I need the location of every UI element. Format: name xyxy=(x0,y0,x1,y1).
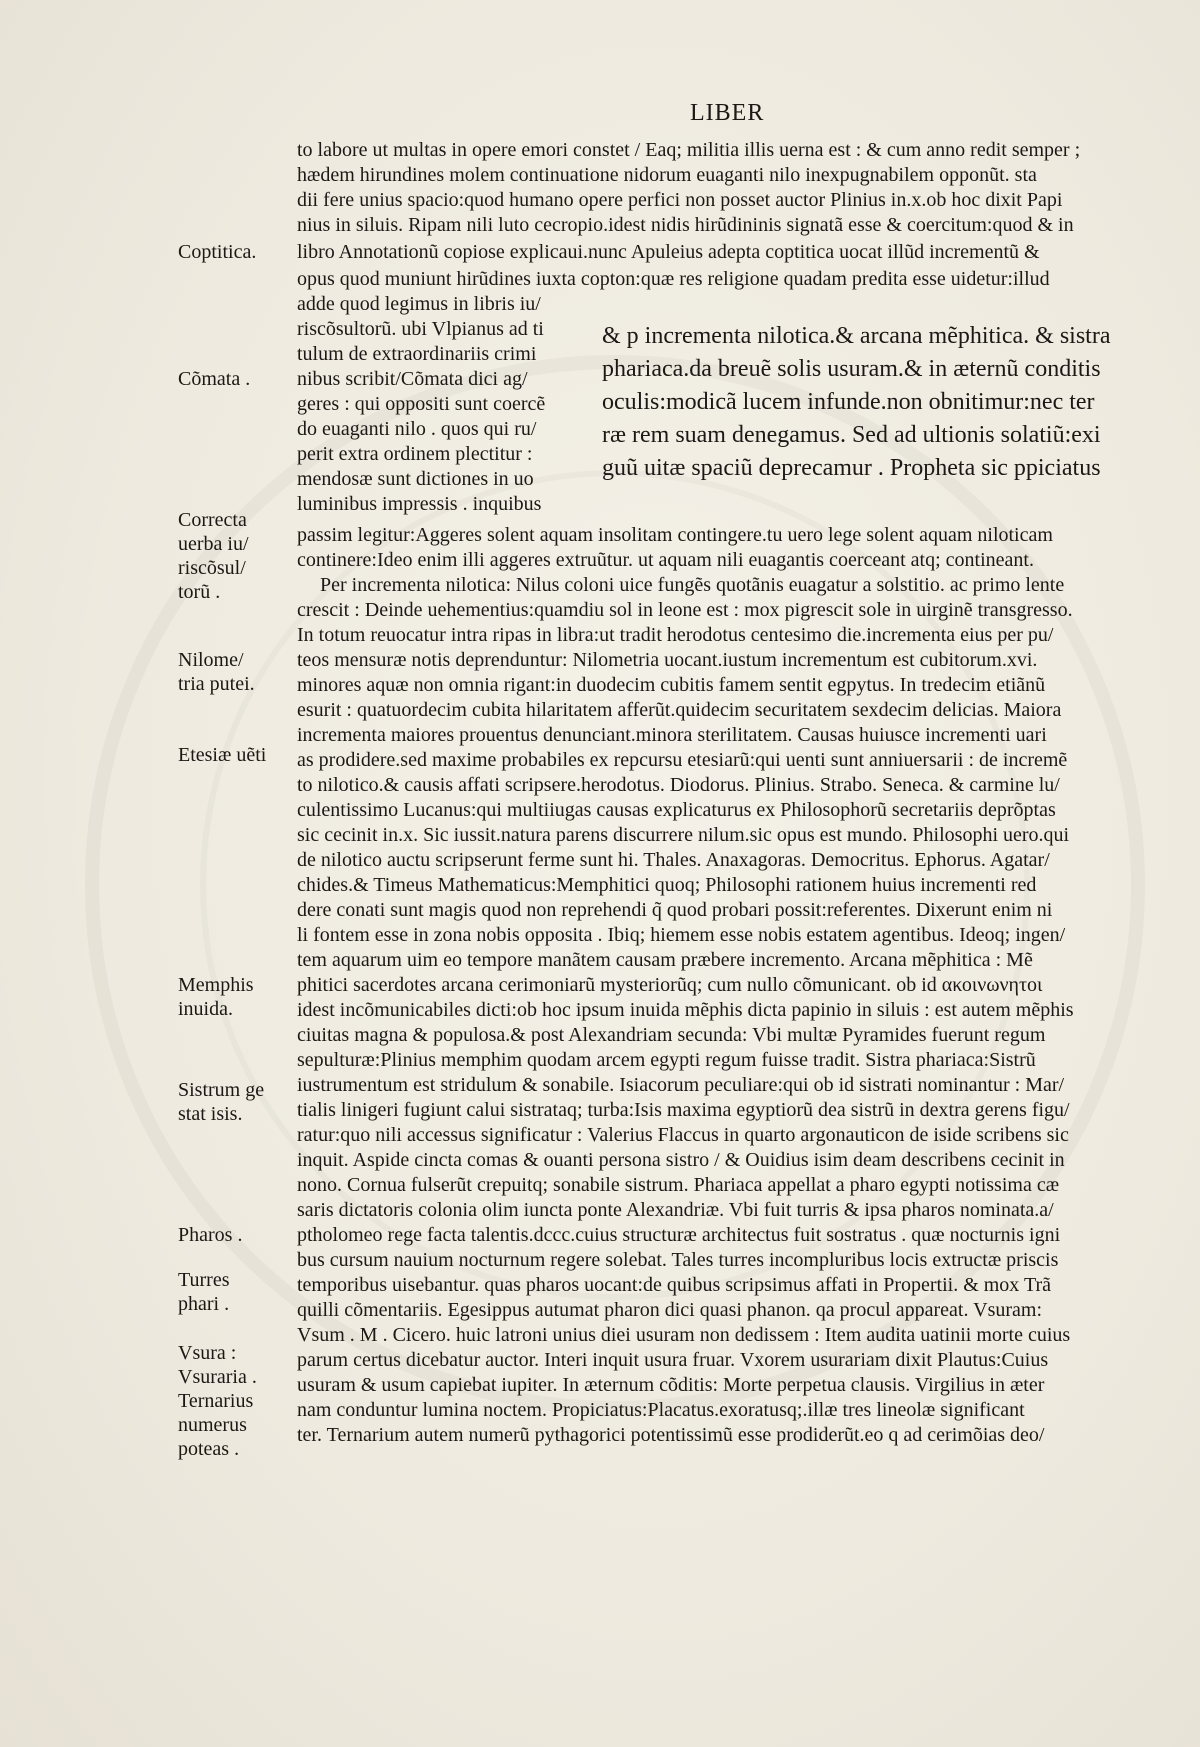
text-line: nono. Cornua fulserũt crepuitq; sonabile sistrum. Phariaca appellat a pharo egypti notissima cæ xyxy=(297,1174,1060,1196)
text-line: perit extra ordinem plectitur : xyxy=(297,443,533,465)
margin-note-line: riscõsul/ xyxy=(178,557,246,579)
text-line: nam conduntur lumina noctem. Propiciatus:Placatus.exoratusq;.illæ tres lineolæ significant xyxy=(297,1399,1025,1421)
margin-note-line: Vsuraria . xyxy=(178,1366,257,1388)
margin-note-line: Pharos . xyxy=(178,1224,243,1246)
text-line: opus quod muniunt hirũdines iuxta copton:quæ res religione quadam predita esse uidetur:illud xyxy=(297,268,1050,290)
text-line: continere:Ideo enim illi aggeres extruũtur. ut aquam nili euagantis coerceant atq; contineant. xyxy=(297,549,1034,571)
text-line: ptholomeo rege facta talentis.dccc.cuius structuræ architectus fuit sostratus . quæ nocturnis igni xyxy=(297,1224,1061,1246)
text-line: ratur:quo nili accessus significatur : Valerius Flaccus in quarto argonauticon de iside scribens sic xyxy=(297,1124,1069,1146)
text-line: phitici sacerdotes arcana cerimoniarũ mysteriorũq; cum nullo cõmunicant. ob id ακοινωνητοι xyxy=(297,974,1043,996)
text-line: temporibus uisebantur. quas pharos uocant:de quibus scripsimus affati in Propertii. & mox Trã xyxy=(297,1274,1051,1296)
text-line: tialis linigeri fugiunt calui sistrataq; turba:Isis maxima egyptiorũ dea sistrũ in dextra gerens figu/ xyxy=(297,1099,1070,1121)
text-line: usuram & usum capiebat iupiter. In æternum cõditis: Morte perpetua clausis. Virgilius in æter xyxy=(297,1374,1045,1396)
margin-note xyxy=(178,508,290,604)
quote-line: guũ uitæ spaciũ deprecamur . Propheta sic ppiciatus xyxy=(602,455,1101,481)
quote-line: phariaca.da breuẽ solis usuram.& in æternũ conditis xyxy=(602,356,1101,382)
margin-note xyxy=(178,367,290,391)
text-line: passim legitur:Aggeres solent aquam insolitam contingere.tu uero lege solent aquam niloticam xyxy=(297,524,1053,546)
margin-note-line: Memphis xyxy=(178,974,254,996)
text-line: iustrumentum est stridulum & sonabile. Isiacorum peculiare:qui ob id sistrati nominantur : Mar/ xyxy=(297,1074,1065,1096)
text-line: quilli cõmentariis. Egesippus autumat pharon dici quasi phanon. qa procul appareat. Vsuram: xyxy=(297,1299,1042,1321)
text-line: Per incrementa nilotica: Nilus coloni uice fungẽs quotãnis euagatur a solstitio. ac primo lente xyxy=(320,574,1065,596)
margin-note-line: Etesiæ uẽti xyxy=(178,744,267,766)
margin-note-line: phari . xyxy=(178,1293,230,1315)
text-line: In totum reuocatur intra ripas in libra:ut tradit herodotus centesimo die.incrementa eius per pu/ xyxy=(297,624,1054,646)
running-title: LIBER xyxy=(690,100,765,126)
text-line: esurit : quatuordecim cubita hilaritatem afferũt.quidecim securitatem sexdecim delicias. Maiora xyxy=(297,699,1062,721)
text-line: mendosæ sunt dictiones in uo xyxy=(297,468,534,490)
margin-note-line: Ternarius xyxy=(178,1390,254,1412)
text-line: minores aquæ non omnia rigant:in duodecim cubitis famem sentit egpytus. In tredecim etiãnũ xyxy=(297,674,1046,696)
margin-note-line: numerus xyxy=(178,1414,247,1436)
text-line: sic cecinit in.x. Sic iussit.natura parens discurrere nilum.sic opus est mundo. Philosophi uero.qui xyxy=(297,824,1070,846)
text-line: inquit. Aspide cincta comas & ouanti persona sistro / & Ouidius isim deam describens cecinit in xyxy=(297,1149,1065,1171)
text-line: de nilotico auctu scripserunt ferme sunt hi. Thales. Anaxagoras. Democritus. Ephorus. Agatar/ xyxy=(297,849,1050,871)
text-line: tulum de extraordinariis crimi xyxy=(297,343,537,365)
margin-note-line: Coptitica. xyxy=(178,241,257,263)
margin-note-line: Correcta xyxy=(178,509,247,531)
quote-line: oculis:modicã lucem infunde.non obnitimur:nec ter xyxy=(602,389,1095,415)
text-line: saris dictatoris colonia olim iuncta ponte Alexandriæ. Vbi fuit turris & ipsa pharos nominata.a/ xyxy=(297,1199,1054,1221)
text-line: teos mensuræ notis deprenduntur: Nilometria uocant.iustum incrementum est cubitorum.xvi. xyxy=(297,649,1038,671)
text-line: adde quod legimus in libris iu/ xyxy=(297,293,541,315)
margin-note-line: uerba iu/ xyxy=(178,533,249,555)
text-line: incrementa maiores prouentus denunciant.minora sterilitatem. Causas huiusce incrementi uari xyxy=(297,724,1047,746)
text-line: luminibus impressis . inquibus xyxy=(297,493,542,515)
text-line: to nilotico.& causis affati scripsere.herodotus. Diodorus. Plinius. Strabo. Seneca. & carmine lu/ xyxy=(297,774,1060,796)
text-line: ter. Ternarium autem numerũ pythagorici potentissimũ esse prodiderũt.eo q ad cerimõias deo/ xyxy=(297,1424,1045,1446)
margin-note xyxy=(178,648,290,696)
margin-note xyxy=(178,240,290,264)
margin-note-line: Turres xyxy=(178,1269,230,1291)
text-line: idest incõmunicabiles dicti:ob hoc ipsum inuida mẽphis dicta papinio in siluis : est autem mẽphis xyxy=(297,999,1074,1021)
text-line: sepulturæ:Plinius memphim quodam arcem egypti regum fuisse tradit. Sistra phariaca:Sistrũ xyxy=(297,1049,1036,1071)
text-line: do euaganti nilo . quos qui ru/ xyxy=(297,418,537,440)
quote-line: & p incrementa nilotica.& arcana mẽphitica. & sistra xyxy=(602,323,1111,349)
margin-note-line: Nilome/ xyxy=(178,649,244,671)
margin-note-line: torũ . xyxy=(178,581,221,603)
text-line: parum certus dicebatur auctor. Interi inquit usura fruar. Vxorem usurariam dixit Plautus:Cuius xyxy=(297,1349,1049,1371)
text-line: dere conati sunt magis quod non reprehendi q̃ quod probari possit:referentes. Dixerunt enim ni xyxy=(297,899,1053,921)
margin-note-line: stat isis. xyxy=(178,1103,243,1125)
text-line: li fontem esse in zona nobis opposita . Ibiq; hiemem esse nobis estatem agentibus. Ideoq; ingen/ xyxy=(297,924,1066,946)
margin-note xyxy=(178,743,290,767)
margin-note xyxy=(178,1078,290,1126)
text-line: bus cursum nauium nocturnum regere solebat. Tales turres incompluribus locis extructæ priscis xyxy=(297,1249,1059,1271)
margin-note-line: inuida. xyxy=(178,998,233,1020)
text-line: culentissimo Lucanus:qui multiiugas causas explicaturus ex Philosophorũ secretariis deprõptas xyxy=(297,799,1056,821)
margin-note xyxy=(178,1341,290,1461)
text-line: riscõsultorũ. ubi Vlpianus ad ti xyxy=(297,318,544,340)
text-line: nibus scribit/Cõmata dici ag/ xyxy=(297,368,528,390)
margin-note-line: Vsura : xyxy=(178,1342,237,1364)
quote-line: ræ rem suam denegamus. Sed ad ultionis solatiũ:exi xyxy=(602,422,1101,448)
text-line: as prodidere.sed maxime probabiles ex repcursu etesiarũ:qui uenti sunt anniuersarii : de incremẽ xyxy=(297,749,1068,771)
margin-note xyxy=(178,973,290,1021)
margin-note xyxy=(178,1268,290,1316)
text-line: chides.& Timeus Mathematicus:Memphitici quoq; Philosophi rationem huius incrementi red xyxy=(297,874,1037,896)
text-line: Vsum . M . Cicero. huic latroni unius diei usuram non dedissem : Item audita uatinii morte cuius xyxy=(297,1324,1071,1346)
margin-note-line: tria putei. xyxy=(178,673,255,695)
text-line: nius in siluis. Ripam nili luto cecropio.idest nidis hirũdininis signatã esse & coercitum:quod & in xyxy=(297,214,1074,236)
text-line: tem aquarum uim eo tempore manãtem causam præbere incremento. Arcana mẽphitica : Mẽ xyxy=(297,949,1033,971)
text-line: to labore ut multas in opere emori constet / Eaq; militia illis uerna est : & cum anno redit semper ; xyxy=(297,139,1081,161)
text-line: libro Annotationũ copiose explicaui.nunc Apuleius adepta coptitica uocat illũd incrementũ & xyxy=(297,241,1040,263)
margin-note-line: poteas . xyxy=(178,1438,240,1460)
text-line: hædem hirundines molem continuatione nidorum euaganti nilo inexpugnabilem opponũt. sta xyxy=(297,164,1037,186)
margin-note-line: Cõmata . xyxy=(178,368,251,390)
text-line: geres : qui oppositi sunt coercẽ xyxy=(297,393,546,415)
margin-note-line: Sistrum ge xyxy=(178,1079,265,1101)
text-line: crescit : Deinde uehementius:quamdiu sol in leone est : mox pigrescit sole in uirginẽ transgresso. xyxy=(297,599,1073,621)
margin-note xyxy=(178,1223,290,1247)
text-line: dii fere unius spacio:quod humano opere perfici non posset auctor Plinius in.x.ob hoc dixit Papi xyxy=(297,189,1063,211)
text-line: ciuitas magna & populosa.& post Alexandriam secunda: Vbi multæ Pyramides fuerunt regum xyxy=(297,1024,1046,1046)
